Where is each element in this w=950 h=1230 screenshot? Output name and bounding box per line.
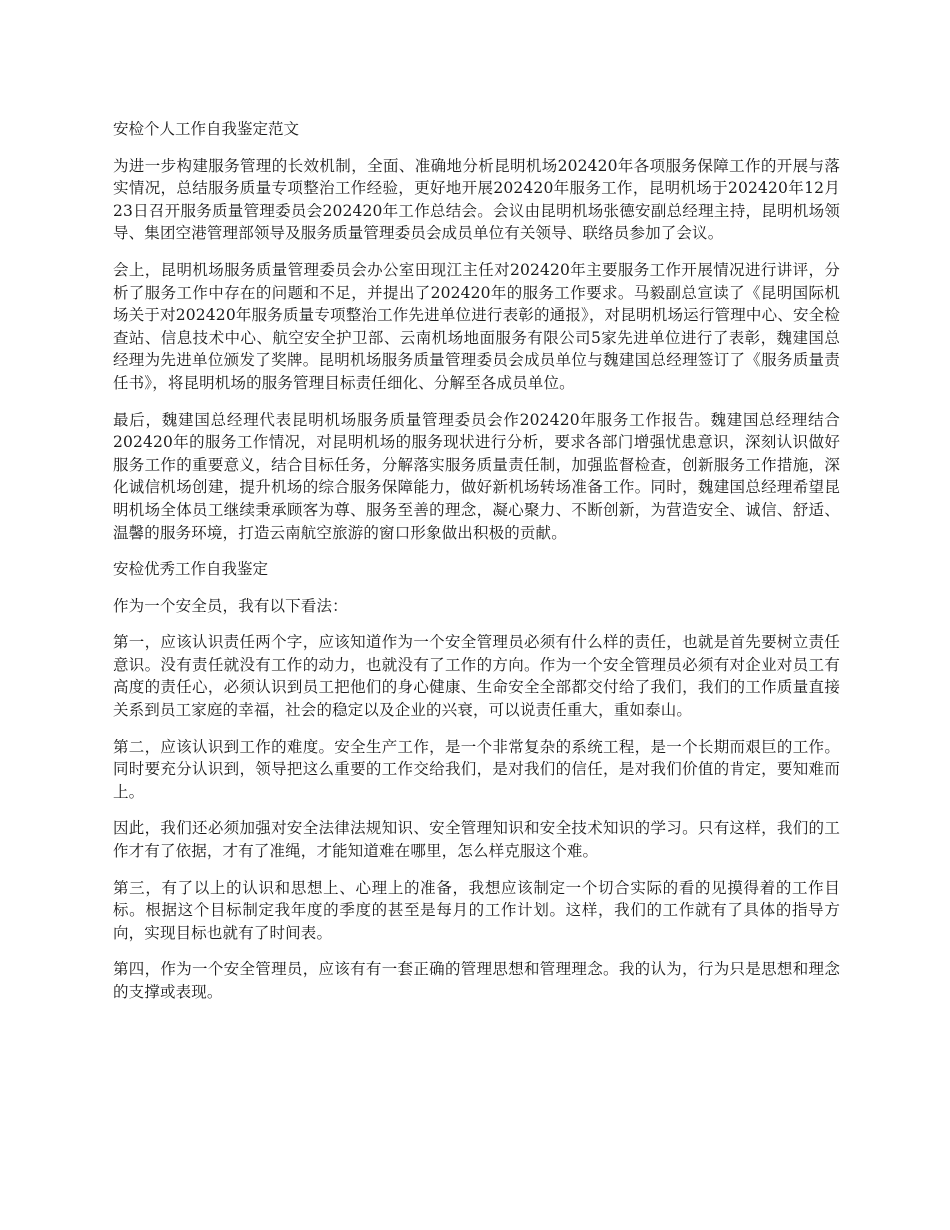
paragraph-9: 第四，作为一个安全管理员，应该有有一套正确的管理思想和管理理念。我的认为，行为只是思想和理念的支撑或表现。 (113, 960, 840, 1001)
document-title-2: 安检优秀工作自我鉴定 (113, 560, 269, 579)
paragraph-6: 第二，应该认识到工作的难度。安全生产工作，是一个非常复杂的系统工程，是一个长期而艰巨的工作。同时要充分认识到，领导把这么重要的工作交给我们，是对我们的信任，是对我们价值的肯定，要知难而上。 (113, 737, 840, 801)
paragraph-5: 第一，应该认识责任两个字，应该知道作为一个安全管理员必须有什么样的责任，也就是首先要树立责任意识。没有责任就没有工作的动力，也就没有了工作的方向。作为一个安全管理员必须有对企业对员工有高度的责任心，必须认识到员工把他们的身心健康、生命安全全部都交付给了我们，我们的工作质量直接关系到员工家庭的幸福，社会的稳定以及企业的兴衰，可以说责任重大，重如泰山。 (113, 633, 840, 720)
paragraph-3: 最后，魏建国总经理代表昆明机场服务质量管理委员会作202420年服务工作报告。魏建国总经理结合202420年的服务工作情况，对昆明机场的服务现状进行分析，要求各部门增强忧患意识，深刻认识做好服务工作的重要意义，结合目标任务，分解落实服务质量责任制，加强监督检查，创新服务工作措施，深化诚信机场创建，提升机场的综合服务保障能力，做好新机场转场准备工作。同时，魏建国总经理希望昆明机场全体员工继续秉承顾客为尊、服务至善的理念，凝心聚力、不断创新，为营造安全、诚信、舒适、温馨的服务环境，打造云南航空旅游的窗口形象做出积极的贡献。 (113, 410, 840, 542)
paragraph-4: 作为一个安全员，我有以下看法： (113, 596, 348, 615)
paragraph-2: 会上，昆明机场服务质量管理委员会办公室田现江主任对202420年主要服务工作开展情况进行讲评，分析了服务工作中存在的问题和不足，并提出了202420年的服务工作要求。马毅副总宣读了《昆明国际机场关于对202420年服务质量专项整治工作先进单位进行表彰的通报》，对昆明机场运行管理中心、安全检查站、信息技术中心、航空安全护卫部、云南机场地面服务有限公司5家先进单位进行了表彰，魏建国总经理为先进单位颁发了奖牌。昆明机场服务质量管理委员会成员单位与魏建国总经理签订了《服务质量责任书》，将昆明机场的服务管理目标责任细化、分解至各成员单位。 (113, 260, 840, 392)
paragraph-8: 第三，有了以上的认识和思想上、心理上的准备，我想应该制定一个切合实际的看的见摸得着的工作目标。根据这个目标制定我年度的季度的甚至是每月的工作计划。这样，我们的工作就有了具体的指导方向，实现目标也就有了时间表。 (113, 878, 840, 942)
document-page (113, 118, 840, 1018)
document-title-1: 安检个人工作自我鉴定范文 (113, 120, 300, 138)
paragraph-7: 因此，我们还必须加强对安全法律法规知识、安全管理知识和安全技术知识的学习。只有这样，我们的工作才有了依据，才有了准绳，才能知道难在哪里，怎么样克服这个难。 (113, 819, 840, 861)
paragraph-1: 为进一步构建服务管理的长效机制，全面、准确地分析昆明机场202420年各项服务保障工作的开展与落实情况，总结服务质量专项整治工作经验，更好地开展202420年服务工作，昆明机场于202420年12月23日召开服务质量管理委员会202420年工作总结会。会议由昆明机场张德安副总经理主持，昆明机场领导、集团空港管理部领导及服务质量管理委员会成员单位有关领导、联络员参加了会议。 (113, 156, 840, 243)
